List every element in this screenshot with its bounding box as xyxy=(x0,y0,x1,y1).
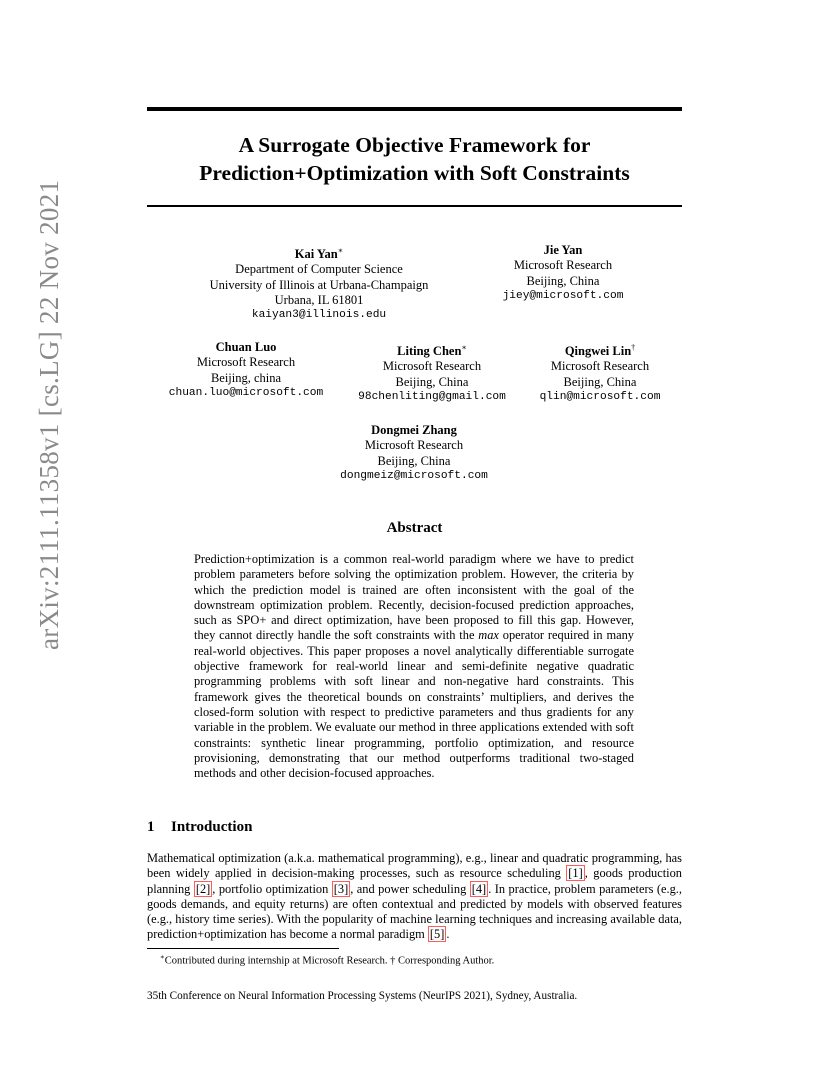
author-block-dongmei-zhang xyxy=(324,423,504,484)
title-bottom-rule xyxy=(147,205,682,207)
body-text: , goods production planning xyxy=(147,866,682,896)
title-line-1: A Surrogate Objective Framework for xyxy=(238,133,591,157)
abstract-text-part: operator required in many real-world objectives. This paper proposes a novel analytically differentiable surrogate objective framework for real-world linear and semi-definite negative quadratic programming problems with soft linear and non-negative hard constraints. This framework gives the theoretical bounds on constraints’ multipliers, and derives the closed-form solution with respect to predictive parameters and thus gradients for any variable in the problem. We evaluate our method in three applications extended with soft constraints: synthetic linear programming, portfolio optimization, and resource provisioning, demonstrating that our method outperforms traditional two-staged methods and other decision-focused approaches. xyxy=(194,628,634,781)
author-block-qingwei-lin xyxy=(522,340,678,405)
author-name: Liting Chen xyxy=(397,344,462,359)
author-email[interactable]: jiey@microsoft.com xyxy=(502,289,624,302)
title-top-rule xyxy=(147,107,682,111)
author-affiliation: Microsoft Research xyxy=(196,355,296,370)
author-email[interactable]: dongmeiz@microsoft.com xyxy=(340,469,488,482)
footnote-rule xyxy=(147,948,339,949)
author-mark: ∗ xyxy=(461,343,467,352)
author-email[interactable]: kaiyan3@illinois.edu xyxy=(251,309,387,322)
author-address: Beijing, China xyxy=(563,374,637,389)
author-address: Beijing, China xyxy=(395,374,469,389)
author-name: Jie Yan xyxy=(543,243,583,257)
author-mark: † xyxy=(631,343,636,352)
body-text: . xyxy=(446,927,450,942)
author-address: Beijing, China xyxy=(377,453,451,468)
body-text: , and power scheduling xyxy=(350,881,470,896)
abstract-text xyxy=(194,552,634,781)
author-email[interactable]: qlin@microsoft.com xyxy=(539,391,661,404)
citation-link[interactable]: [1] xyxy=(568,866,583,881)
author-address: Beijing, China xyxy=(526,273,600,288)
paper-title xyxy=(147,131,682,187)
body-text: , portfolio optimization xyxy=(212,881,332,896)
author-address: Urbana, IL 61801 xyxy=(274,293,364,308)
footnote xyxy=(160,951,494,968)
arxiv-identifier: arXiv:2111.11358v1 [cs.LG] 22 Nov 2021 xyxy=(34,179,64,650)
author-affiliation: Department of Computer Science xyxy=(235,262,403,277)
citation-link[interactable]: [4] xyxy=(471,881,487,896)
introduction-paragraph xyxy=(147,851,682,943)
author-affiliation: Microsoft Research xyxy=(364,438,464,453)
author-affiliation: Microsoft Research xyxy=(550,359,650,374)
citation-link[interactable]: [2] xyxy=(195,881,211,896)
author-name: Qingwei Lin xyxy=(564,344,632,359)
math-symbol: max xyxy=(478,628,499,643)
author-block-jie-yan xyxy=(483,243,643,304)
citation-link[interactable]: [5] xyxy=(429,927,445,942)
author-affiliation: Microsoft Research xyxy=(513,258,613,273)
author-email[interactable]: 98chenliting@gmail.com xyxy=(358,391,506,404)
section-number: 1 xyxy=(147,819,155,835)
author-block-kai-yan xyxy=(188,243,450,324)
author-affiliation: University of Illinois at Urbana-Champaign xyxy=(209,277,429,292)
abstract-heading: Abstract xyxy=(386,520,443,536)
author-email[interactable]: chuan.luo@microsoft.com xyxy=(168,386,324,399)
author-block-liting-chen xyxy=(344,340,520,405)
author-affiliation: Microsoft Research xyxy=(382,359,482,374)
citation-link[interactable]: [3] xyxy=(333,881,349,896)
author-name: Chuan Luo xyxy=(215,340,277,354)
footnote-text: Contributed during internship at Microsoft Research. † Corresponding Author. xyxy=(164,955,495,967)
author-address: Beijing, china xyxy=(210,370,282,385)
author-name: Kai Yan xyxy=(294,247,338,262)
author-name: Dongmei Zhang xyxy=(371,423,457,437)
section-heading xyxy=(147,819,252,836)
author-mark: ∗ xyxy=(337,246,344,255)
author-block-chuan-luo xyxy=(158,340,334,401)
title-line-2: Prediction+Optimization with Soft Constraints xyxy=(199,161,630,185)
body-text: . In practice, problem parameters (e.g., goods demands, and equity returns) are often contextual and predicted by models with observed features (e.g., history time series). With the popularity of machine learning techniques and increasing available data, prediction+optimization has become a normal paradigm xyxy=(147,881,682,942)
abstract-text-part: Prediction+optimization is a common real-world paradigm where we have to predict problem parameters before solving the optimization problem. However, the criteria by which the prediction model is trained are often inconsistent with the goal of the downstream optimization problem. Recently, decision-focused prediction approaches, such as SPO+ and direct optimization, have been proposed to fill this gap. However, they cannot directly handle the soft constraints with the xyxy=(194,552,634,643)
body-text: Mathematical optimization (a.k.a. mathematical programming), e.g., linear and quadratic programming, has been widely applied in decision-making processes, such as resource scheduling xyxy=(147,851,682,881)
section-title: Introduction xyxy=(171,819,253,835)
venue-line: 35th Conference on Neural Information Processing Systems (NeurIPS 2021), Sydney, Australia. xyxy=(147,990,578,1002)
footnote-mark: ∗ xyxy=(160,953,165,961)
